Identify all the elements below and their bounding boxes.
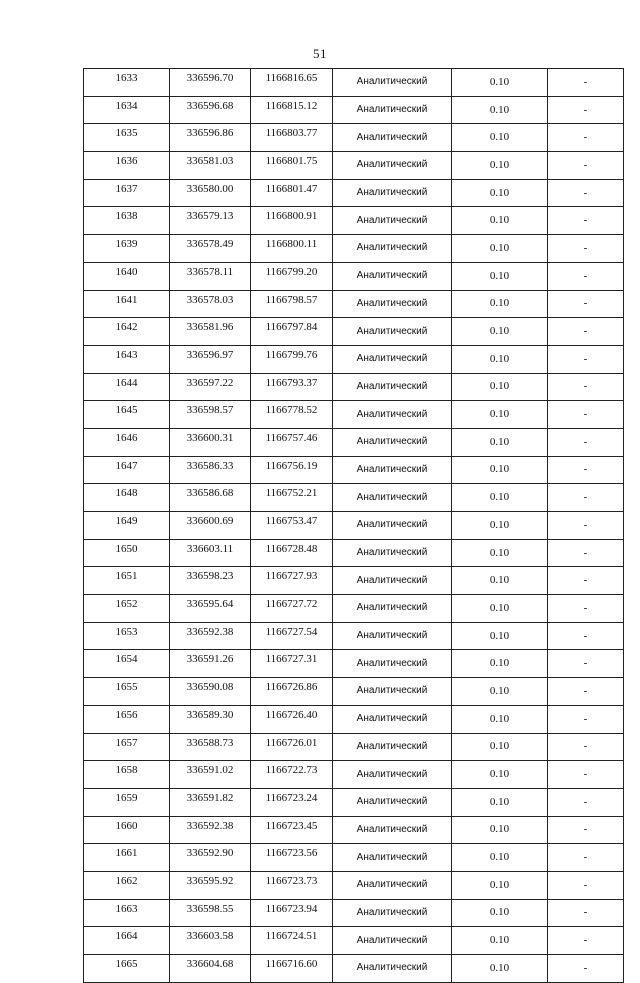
x-coordinate-cell: 336586.68	[170, 484, 251, 512]
x-coordinate-cell: 336596.70	[170, 69, 251, 97]
point-number-cell: 1642	[84, 318, 170, 346]
accuracy-cell: 0.10	[452, 401, 548, 429]
y-coordinate-cell: 1166726.86	[251, 678, 333, 706]
point-number-cell: 1661	[84, 844, 170, 872]
table-row	[84, 373, 624, 401]
table-row	[84, 401, 624, 429]
method-cell: Аналитический	[333, 705, 452, 733]
x-coordinate-cell: 336578.03	[170, 290, 251, 318]
accuracy-cell: 0.10	[452, 235, 548, 263]
y-coordinate-cell: 1166723.73	[251, 871, 333, 899]
method-cell: Аналитический	[333, 428, 452, 456]
x-coordinate-cell: 336578.49	[170, 235, 251, 263]
method-cell: Аналитический	[333, 678, 452, 706]
table-row	[84, 816, 624, 844]
table-row	[84, 844, 624, 872]
accuracy-cell: 0.10	[452, 96, 548, 124]
y-coordinate-cell: 1166723.94	[251, 899, 333, 927]
table-row	[84, 262, 624, 290]
table-row	[84, 733, 624, 761]
point-number-cell: 1653	[84, 622, 170, 650]
note-cell: -	[548, 567, 624, 595]
table-row	[84, 539, 624, 567]
accuracy-cell: 0.10	[452, 650, 548, 678]
accuracy-cell: 0.10	[452, 152, 548, 180]
note-cell: -	[548, 69, 624, 97]
note-cell: -	[548, 373, 624, 401]
accuracy-cell: 0.10	[452, 899, 548, 927]
accuracy-cell: 0.10	[452, 788, 548, 816]
accuracy-cell: 0.10	[452, 373, 548, 401]
table-row	[84, 179, 624, 207]
table-row	[84, 456, 624, 484]
table-row	[84, 345, 624, 373]
accuracy-cell: 0.10	[452, 761, 548, 789]
accuracy-cell: 0.10	[452, 539, 548, 567]
method-cell: Аналитический	[333, 761, 452, 789]
table-row	[84, 595, 624, 623]
method-cell: Аналитический	[333, 69, 452, 97]
point-number-cell: 1650	[84, 539, 170, 567]
accuracy-cell: 0.10	[452, 345, 548, 373]
accuracy-cell: 0.10	[452, 927, 548, 955]
method-cell: Аналитический	[333, 622, 452, 650]
y-coordinate-cell: 1166716.60	[251, 955, 333, 983]
accuracy-cell: 0.10	[452, 705, 548, 733]
note-cell: -	[548, 456, 624, 484]
note-cell: -	[548, 955, 624, 983]
y-coordinate-cell: 1166800.91	[251, 207, 333, 235]
point-number-cell: 1657	[84, 733, 170, 761]
y-coordinate-cell: 1166752.21	[251, 484, 333, 512]
method-cell: Аналитический	[333, 152, 452, 180]
y-coordinate-cell: 1166723.24	[251, 788, 333, 816]
note-cell: -	[548, 152, 624, 180]
x-coordinate-cell: 336592.38	[170, 816, 251, 844]
accuracy-cell: 0.10	[452, 318, 548, 346]
table-row	[84, 788, 624, 816]
note-cell: -	[548, 428, 624, 456]
accuracy-cell: 0.10	[452, 207, 548, 235]
table-row	[84, 428, 624, 456]
table-row	[84, 899, 624, 927]
table-row	[84, 290, 624, 318]
point-number-cell: 1644	[84, 373, 170, 401]
method-cell: Аналитический	[333, 456, 452, 484]
point-number-cell: 1654	[84, 650, 170, 678]
x-coordinate-cell: 336590.08	[170, 678, 251, 706]
method-cell: Аналитический	[333, 539, 452, 567]
method-cell: Аналитический	[333, 899, 452, 927]
table-row	[84, 207, 624, 235]
point-number-cell: 1660	[84, 816, 170, 844]
x-coordinate-cell: 336596.97	[170, 345, 251, 373]
accuracy-cell: 0.10	[452, 816, 548, 844]
y-coordinate-cell: 1166723.45	[251, 816, 333, 844]
y-coordinate-cell: 1166727.31	[251, 650, 333, 678]
table-row	[84, 567, 624, 595]
y-coordinate-cell: 1166728.48	[251, 539, 333, 567]
method-cell: Аналитический	[333, 373, 452, 401]
table-row	[84, 484, 624, 512]
accuracy-cell: 0.10	[452, 567, 548, 595]
x-coordinate-cell: 336580.00	[170, 179, 251, 207]
x-coordinate-cell: 336596.86	[170, 124, 251, 152]
method-cell: Аналитический	[333, 235, 452, 263]
y-coordinate-cell: 1166799.76	[251, 345, 333, 373]
y-coordinate-cell: 1166797.84	[251, 318, 333, 346]
y-coordinate-cell: 1166726.40	[251, 705, 333, 733]
coordinates-table-body	[84, 69, 624, 983]
note-cell: -	[548, 484, 624, 512]
x-coordinate-cell: 336589.30	[170, 705, 251, 733]
y-coordinate-cell: 1166756.19	[251, 456, 333, 484]
method-cell: Аналитический	[333, 844, 452, 872]
note-cell: -	[548, 761, 624, 789]
x-coordinate-cell: 336581.03	[170, 152, 251, 180]
x-coordinate-cell: 336595.64	[170, 595, 251, 623]
note-cell: -	[548, 650, 624, 678]
accuracy-cell: 0.10	[452, 595, 548, 623]
note-cell: -	[548, 622, 624, 650]
point-number-cell: 1641	[84, 290, 170, 318]
x-coordinate-cell: 336591.02	[170, 761, 251, 789]
table-row	[84, 96, 624, 124]
table-row	[84, 235, 624, 263]
table-row	[84, 512, 624, 540]
x-coordinate-cell: 336578.11	[170, 262, 251, 290]
point-number-cell: 1651	[84, 567, 170, 595]
accuracy-cell: 0.10	[452, 512, 548, 540]
note-cell: -	[548, 705, 624, 733]
note-cell: -	[548, 290, 624, 318]
point-number-cell: 1647	[84, 456, 170, 484]
note-cell: -	[548, 678, 624, 706]
y-coordinate-cell: 1166803.77	[251, 124, 333, 152]
table-row	[84, 318, 624, 346]
table-row	[84, 871, 624, 899]
note-cell: -	[548, 318, 624, 346]
point-number-cell: 1658	[84, 761, 170, 789]
y-coordinate-cell: 1166727.93	[251, 567, 333, 595]
note-cell: -	[548, 816, 624, 844]
method-cell: Аналитический	[333, 650, 452, 678]
method-cell: Аналитический	[333, 96, 452, 124]
y-coordinate-cell: 1166799.20	[251, 262, 333, 290]
table-row	[84, 678, 624, 706]
note-cell: -	[548, 345, 624, 373]
method-cell: Аналитический	[333, 733, 452, 761]
note-cell: -	[548, 207, 624, 235]
x-coordinate-cell: 336591.82	[170, 788, 251, 816]
table-row	[84, 152, 624, 180]
x-coordinate-cell: 336595.92	[170, 871, 251, 899]
y-coordinate-cell: 1166727.72	[251, 595, 333, 623]
point-number-cell: 1656	[84, 705, 170, 733]
point-number-cell: 1664	[84, 927, 170, 955]
note-cell: -	[548, 262, 624, 290]
point-number-cell: 1643	[84, 345, 170, 373]
method-cell: Аналитический	[333, 401, 452, 429]
y-coordinate-cell: 1166723.56	[251, 844, 333, 872]
point-number-cell: 1649	[84, 512, 170, 540]
y-coordinate-cell: 1166722.73	[251, 761, 333, 789]
accuracy-cell: 0.10	[452, 428, 548, 456]
accuracy-cell: 0.10	[452, 955, 548, 983]
table-row	[84, 622, 624, 650]
note-cell: -	[548, 179, 624, 207]
y-coordinate-cell: 1166724.51	[251, 927, 333, 955]
x-coordinate-cell: 336603.58	[170, 927, 251, 955]
point-number-cell: 1635	[84, 124, 170, 152]
point-number-cell: 1636	[84, 152, 170, 180]
y-coordinate-cell: 1166753.47	[251, 512, 333, 540]
method-cell: Аналитический	[333, 484, 452, 512]
y-coordinate-cell: 1166815.12	[251, 96, 333, 124]
y-coordinate-cell: 1166800.11	[251, 235, 333, 263]
method-cell: Аналитический	[333, 955, 452, 983]
note-cell: -	[548, 401, 624, 429]
y-coordinate-cell: 1166801.47	[251, 179, 333, 207]
method-cell: Аналитический	[333, 927, 452, 955]
note-cell: -	[548, 899, 624, 927]
point-number-cell: 1633	[84, 69, 170, 97]
point-number-cell: 1652	[84, 595, 170, 623]
point-number-cell: 1639	[84, 235, 170, 263]
accuracy-cell: 0.10	[452, 124, 548, 152]
table-row	[84, 650, 624, 678]
accuracy-cell: 0.10	[452, 484, 548, 512]
accuracy-cell: 0.10	[452, 678, 548, 706]
method-cell: Аналитический	[333, 345, 452, 373]
note-cell: -	[548, 124, 624, 152]
method-cell: Аналитический	[333, 262, 452, 290]
point-number-cell: 1645	[84, 401, 170, 429]
y-coordinate-cell: 1166727.54	[251, 622, 333, 650]
accuracy-cell: 0.10	[452, 844, 548, 872]
point-number-cell: 1663	[84, 899, 170, 927]
table-row	[84, 705, 624, 733]
method-cell: Аналитический	[333, 816, 452, 844]
note-cell: -	[548, 512, 624, 540]
y-coordinate-cell: 1166726.01	[251, 733, 333, 761]
method-cell: Аналитический	[333, 567, 452, 595]
y-coordinate-cell: 1166798.57	[251, 290, 333, 318]
point-number-cell: 1638	[84, 207, 170, 235]
note-cell: -	[548, 844, 624, 872]
note-cell: -	[548, 871, 624, 899]
method-cell: Аналитический	[333, 871, 452, 899]
x-coordinate-cell: 336581.96	[170, 318, 251, 346]
accuracy-cell: 0.10	[452, 262, 548, 290]
point-number-cell: 1655	[84, 678, 170, 706]
point-number-cell: 1648	[84, 484, 170, 512]
accuracy-cell: 0.10	[452, 622, 548, 650]
x-coordinate-cell: 336598.57	[170, 401, 251, 429]
x-coordinate-cell: 336586.33	[170, 456, 251, 484]
method-cell: Аналитический	[333, 512, 452, 540]
note-cell: -	[548, 595, 624, 623]
point-number-cell: 1640	[84, 262, 170, 290]
accuracy-cell: 0.10	[452, 290, 548, 318]
point-number-cell: 1634	[84, 96, 170, 124]
page-number: 51	[313, 46, 327, 61]
y-coordinate-cell: 1166793.37	[251, 373, 333, 401]
accuracy-cell: 0.10	[452, 733, 548, 761]
x-coordinate-cell: 336600.69	[170, 512, 251, 540]
x-coordinate-cell: 336596.68	[170, 96, 251, 124]
note-cell: -	[548, 733, 624, 761]
coordinates-table	[83, 68, 624, 983]
method-cell: Аналитический	[333, 788, 452, 816]
table-row	[84, 761, 624, 789]
table-row	[84, 927, 624, 955]
method-cell: Аналитический	[333, 595, 452, 623]
note-cell: -	[548, 788, 624, 816]
y-coordinate-cell: 1166816.65	[251, 69, 333, 97]
x-coordinate-cell: 336592.38	[170, 622, 251, 650]
point-number-cell: 1659	[84, 788, 170, 816]
table-row	[84, 69, 624, 97]
x-coordinate-cell: 336597.22	[170, 373, 251, 401]
method-cell: Аналитический	[333, 318, 452, 346]
accuracy-cell: 0.10	[452, 871, 548, 899]
accuracy-cell: 0.10	[452, 179, 548, 207]
table-row	[84, 955, 624, 983]
point-number-cell: 1646	[84, 428, 170, 456]
x-coordinate-cell: 336604.68	[170, 955, 251, 983]
x-coordinate-cell: 336600.31	[170, 428, 251, 456]
note-cell: -	[548, 96, 624, 124]
note-cell: -	[548, 235, 624, 263]
y-coordinate-cell: 1166757.46	[251, 428, 333, 456]
y-coordinate-cell: 1166778.52	[251, 401, 333, 429]
table-row	[84, 124, 624, 152]
method-cell: Аналитический	[333, 124, 452, 152]
method-cell: Аналитический	[333, 207, 452, 235]
x-coordinate-cell: 336591.26	[170, 650, 251, 678]
method-cell: Аналитический	[333, 179, 452, 207]
accuracy-cell: 0.10	[452, 456, 548, 484]
method-cell: Аналитический	[333, 290, 452, 318]
x-coordinate-cell: 336603.11	[170, 539, 251, 567]
x-coordinate-cell: 336579.13	[170, 207, 251, 235]
x-coordinate-cell: 336588.73	[170, 733, 251, 761]
x-coordinate-cell: 336598.55	[170, 899, 251, 927]
point-number-cell: 1637	[84, 179, 170, 207]
x-coordinate-cell: 336592.90	[170, 844, 251, 872]
note-cell: -	[548, 927, 624, 955]
accuracy-cell: 0.10	[452, 69, 548, 97]
x-coordinate-cell: 336598.23	[170, 567, 251, 595]
note-cell: -	[548, 539, 624, 567]
point-number-cell: 1665	[84, 955, 170, 983]
point-number-cell: 1662	[84, 871, 170, 899]
y-coordinate-cell: 1166801.75	[251, 152, 333, 180]
